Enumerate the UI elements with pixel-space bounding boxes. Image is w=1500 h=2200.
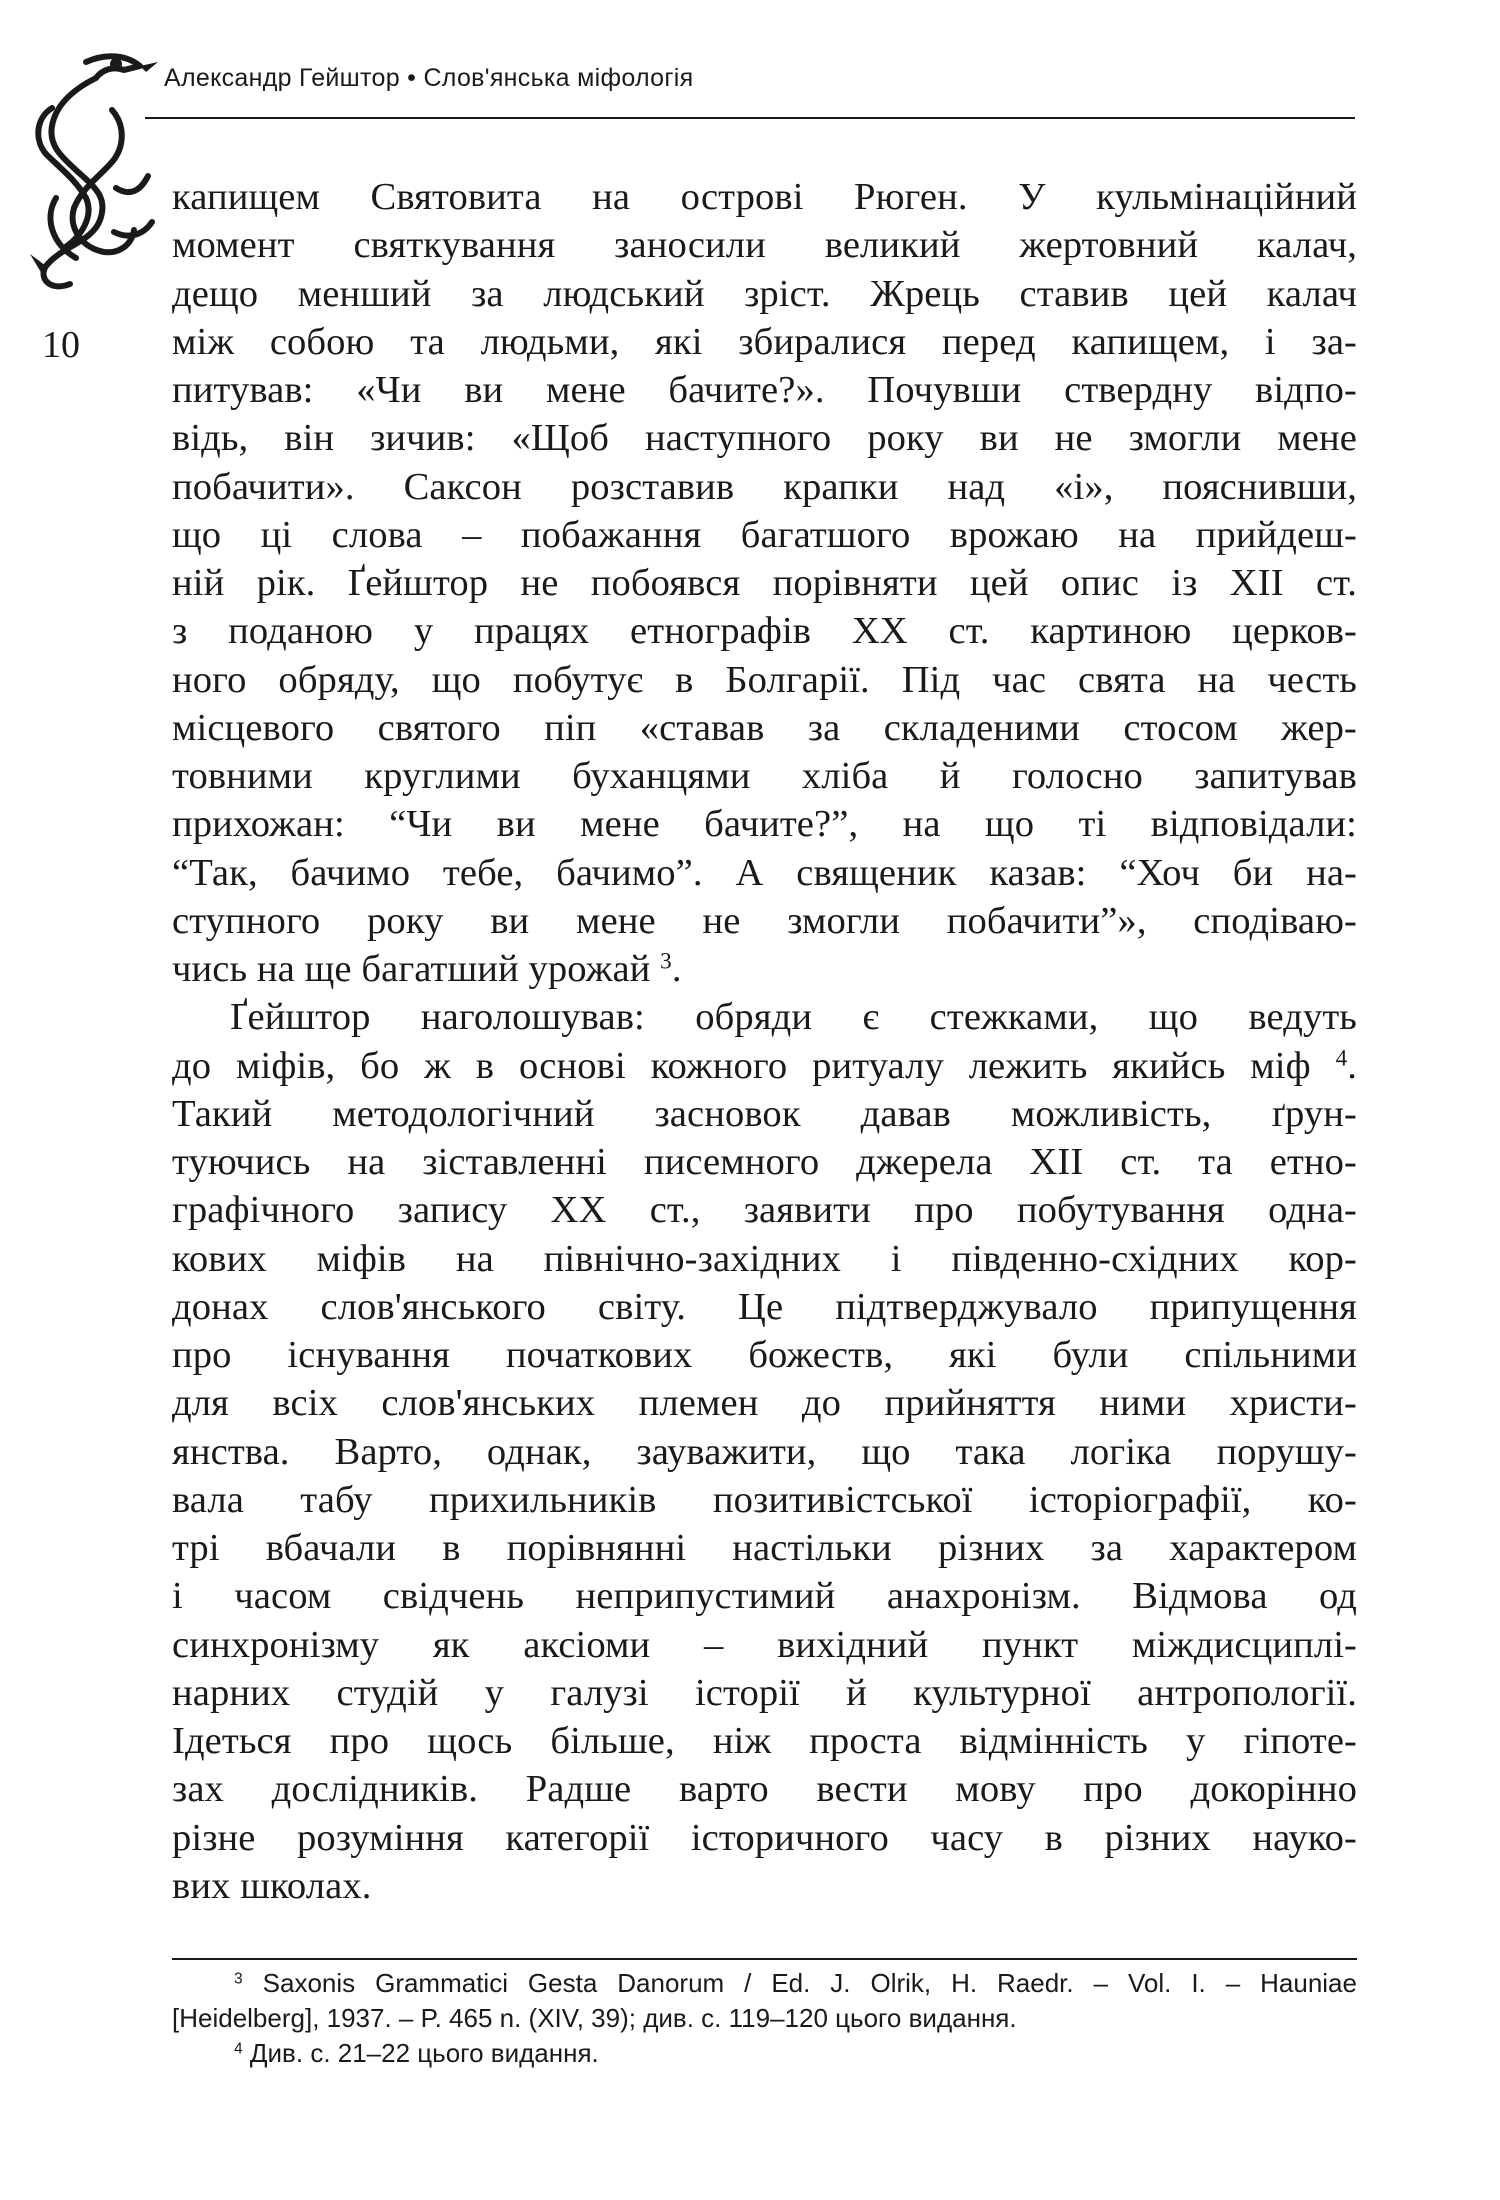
text-line: про існування початкових божеств, які були спільними: [172, 1334, 1357, 1376]
footnote-line: [172, 1966, 1357, 2001]
text-line: [172, 1042, 1357, 1090]
text-line: для всіх слов'янських племен до прийняття ними христи-: [172, 1382, 1357, 1425]
footnote-ref-4[interactable]: 4: [1335, 1044, 1348, 1071]
text-line: янства. Варто, однак, зауважити, що така логіка порушу-: [172, 1430, 1357, 1473]
text-line: момент святкування заносили великий жертовний калач,: [172, 224, 1357, 267]
text-line: нарних студій у галузі історії й культурної антропології.: [172, 1671, 1357, 1714]
footnote-text: Див. с. 21–22 цього видання.: [249, 2038, 599, 2068]
footnote-ref-3[interactable]: 3: [660, 948, 672, 975]
footnote-number: 3: [234, 1970, 243, 1988]
text-line: Такий методологічний засновок давав можливість, ґрун-: [172, 1092, 1357, 1135]
text-line: прихожан: “Чи ви мене бачите?”, на що ті відповідали:: [172, 803, 1357, 846]
text-line: зах дослідників. Радше варто вести мову про докорінно: [172, 1768, 1357, 1811]
text-line: ного обряду, що побутує в Болгарії. Під час свята на честь: [172, 658, 1357, 701]
sentence-end: .: [671, 948, 682, 990]
text-line: питував: «Чи ви мене бачите?». Почувши ствердну відпо-: [172, 369, 1357, 411]
text-line: донах слов'янського світу. Це підтверджувало припущення: [172, 1285, 1357, 1328]
text-line: Ідеться про щось більше, ніж проста відмінність у гіпоте-: [172, 1720, 1357, 1762]
text-line: [172, 945, 1357, 993]
paragraph-2: [172, 993, 1357, 1910]
text-line: кових міфів на північно-західних і південно-східних кор-: [172, 1237, 1357, 1280]
text-line: синхронізму як аксіоми – вихідний пункт міждисциплі-: [172, 1623, 1357, 1666]
body-text: [172, 173, 1357, 1910]
paragraph-1: [172, 173, 1357, 993]
footnote-line: [Heidelberg], 1937. – P. 465 n. (XIV, 39); див. с. 119–120 цього видання.: [172, 2003, 1017, 2033]
page-number: 10: [42, 324, 80, 366]
text-line: побачити». Саксон розставив крапки над «і», пояснивши,: [172, 465, 1357, 508]
text-line: між собою та людьми, які збиралися перед капищем, і за-: [172, 320, 1357, 363]
footnote-3: [172, 1966, 1357, 2036]
footnote-rule: [172, 1958, 1357, 1960]
text-line-content: до міфів, бо ж в основі кожного ритуалу лежить якийсь міф: [172, 1044, 1311, 1087]
text-line: товними круглими буханцями хліба й голосно запитував: [172, 755, 1357, 797]
text-line: Ґейштор наголошував: обряди є стежками, що ведуть: [230, 996, 1357, 1039]
text-line: ній рік. Ґейштор не побоявся порівняти цей опис із XII ст.: [172, 562, 1357, 604]
text-line: вала табу прихильників позитивістської історіографії, ко-: [172, 1478, 1357, 1521]
text-line: що ці слова – побажання багатшого врожаю на прийдеш-: [172, 513, 1357, 556]
footnotes: [172, 1966, 1357, 2071]
text-line: ступного року ви мене не змогли побачити”», сподіваю-: [172, 899, 1357, 942]
footnote-4: [172, 2036, 1357, 2071]
text-line: трі вбачали в порівнянні настільки різних за характером: [172, 1527, 1357, 1569]
footnote-text: Saxonis Grammatici Gesta Danorum / Ed. J. Olrik, H. Raedr. – Vol. I. – Hauniae: [262, 1968, 1357, 1998]
text-line: “Так, бачимо тебе, бачимо”. А священик казав: “Хоч би на-: [172, 851, 1357, 894]
text-line: місцевого святого піп «ставав за складеними стосом жер-: [172, 706, 1357, 749]
text-line-content: чись на ще багатший урожай: [172, 948, 651, 990]
text-line: вих школах.: [172, 1864, 372, 1907]
footnote-number: 4: [234, 2040, 243, 2058]
text-line: з поданою у працях етнографів XX ст. картиною церков-: [172, 610, 1357, 653]
text-line: дещо менший за людський зріст. Жрець ставив цей калач: [172, 272, 1357, 315]
header-rule: [145, 117, 1355, 119]
text-line: різне розуміння категорії історичного часу в різних науко-: [172, 1816, 1357, 1859]
text-line: туючись на зіставленні писемного джерела XII ст. та етно-: [172, 1141, 1357, 1183]
text-line: і часом свідчень неприпустимий анахронізм. Відмова од: [172, 1575, 1357, 1618]
running-head: Александр Гейштор • Слов'янська міфологія: [164, 64, 694, 92]
sentence-end: .: [1347, 1044, 1357, 1087]
text-line: графічного запису XX ст., заявити про побутування однa-: [172, 1189, 1357, 1232]
text-line: капищем Святовита на острові Рюген. У кульмінаційний: [172, 176, 1357, 218]
footnote-line: [172, 2036, 1357, 2071]
celtic-knot-ornament-icon: [16, 48, 161, 298]
text-line: відь, він зичив: «Щоб наступного року ви не змогли мене: [172, 417, 1357, 460]
